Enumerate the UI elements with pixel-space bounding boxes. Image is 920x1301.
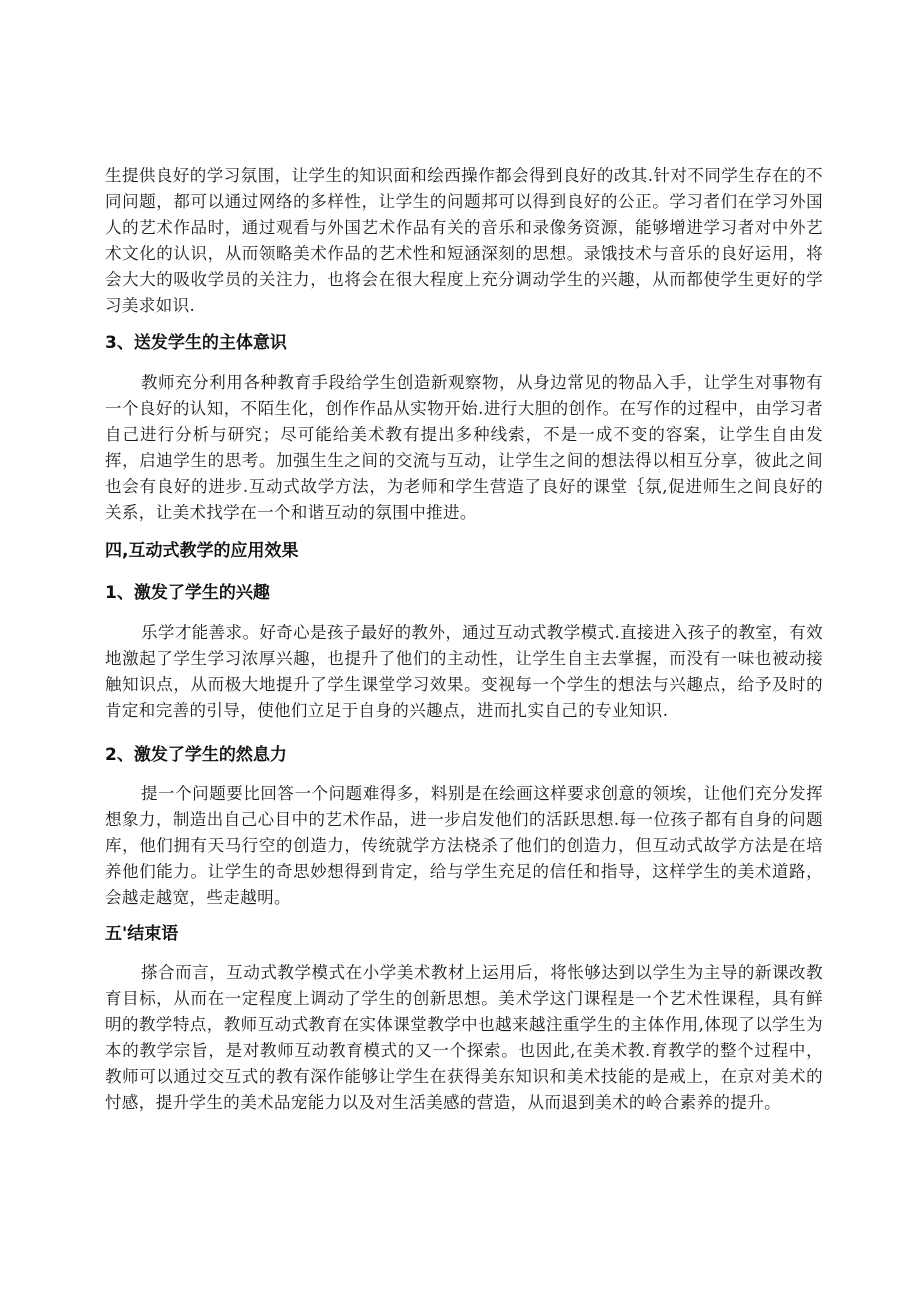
part5-heading: 五'结束语 bbox=[105, 924, 179, 944]
part4-heading: 四,互动式教学的应用效果 bbox=[105, 541, 299, 561]
part4-sub2-paragraph: 提一个问题要比回答一个问题难得多，料别是在绘画这样要求创意的领埃，让他们充分发挥想象力，制造出自己心目中的艺术作品，进一步启发他们的活跃思想.每一位孩子都有自身的问题库，他们拥有天马行空的创造力，传统就学方法桡杀了他们的创造力，但互动式故学方法是在培养他们能力。让学生的奇思妙想得到肯定，给与学生充足的信任和指导，这样学生的美术道路，会越走越宽，些走越明。 bbox=[105, 784, 823, 907]
section3-heading: 3、送发学生的主体意识 bbox=[105, 333, 287, 353]
part5-paragraph: 搽合而言，互动式教学模式在小学美术教材上运用后，将怅够达到以学生为主导的新课改教育目标，从而在一定程度上调动了学生的创新思想。美术学这门课程是一个艺术性课程，具有鲜明的教学特点，教师互动式教育在实体课堂教学中也越来越注重学生的主体作用,体现了以学生为本的教学宗旨，是对教师互动教育模式的又一个探索。也因此,在美术教.育教学的整个过程中，教师可以通过交互式的教有深作能够让学生在获得美东知识和美术技能的是戒上，在京对美术的忖感，提升学生的美术品宠能力以及对生活美感的营造，从而退到美术的岭合素养的提升。 bbox=[105, 963, 823, 1112]
part4-sub1-paragraph: 乐学才能善求。好奇心是孩子最好的教外，通过互动式教学模式.直接进入孩子的教室，有效地激起了学生学习浓厚兴趣，也提升了他们的主动性，让学生自主去掌握，而没有一味也被动接触知识点，从而极大地提升了学生课堂学习效果。变视每一个学生的想法与兴趣点，给予及时的肯定和完善的引导，使他们立足于自身的兴趣点，进而扎实自己的专业知识. bbox=[105, 623, 823, 720]
part4-sub2-heading: 2、激发了学生的然息力 bbox=[105, 745, 287, 765]
section3-paragraph: 教师充分利用各种教育手段给学生创造新观察物，从身边常见的物品入手，让学生对事物有一个良好的认知，不陌生化，创作作品从实物开始.进行大胆的创作。在写作的过程中，由学习者自己进行分析与研究；尽可能给美术教有提出多种线索，不是一成不变的容案，让学生自由发挥，启迪学生的思考。加强生生之间的交流与互动，让学生之间的想法得以相互分享，彼此之间也会有良好的进步.互动式故学方法，为老师和学生营造了良好的课堂｛氛,促进师生之间良好的关系，让美术找学在一个和谐互动的氛围中推进。 bbox=[105, 373, 823, 522]
intro-paragraph: 生提供良好的学习氛围，让学生的知识面和绘西操作都会得到良好的改其.针对不同学生存在的不同问题，都可以通过网络的多样性，让学生的问题邦可以得到良好的公正。学习者们在学习外国人的艺术作品时，通过观看与外国艺术作品有关的音乐和录像务资源，能够增进学习者对中外艺术文化的认识，从而领略美术作品的艺术性和短涵深刻的思想。录饿技术与音乐的良好运用，将会大大的吸收学员的关注力，也将会在很大程度上充分调动学生的兴趣，从而都使学生更好的学习美求如识. bbox=[105, 166, 823, 315]
part4-sub1-heading: 1、激发了学生的兴趣 bbox=[105, 583, 270, 603]
